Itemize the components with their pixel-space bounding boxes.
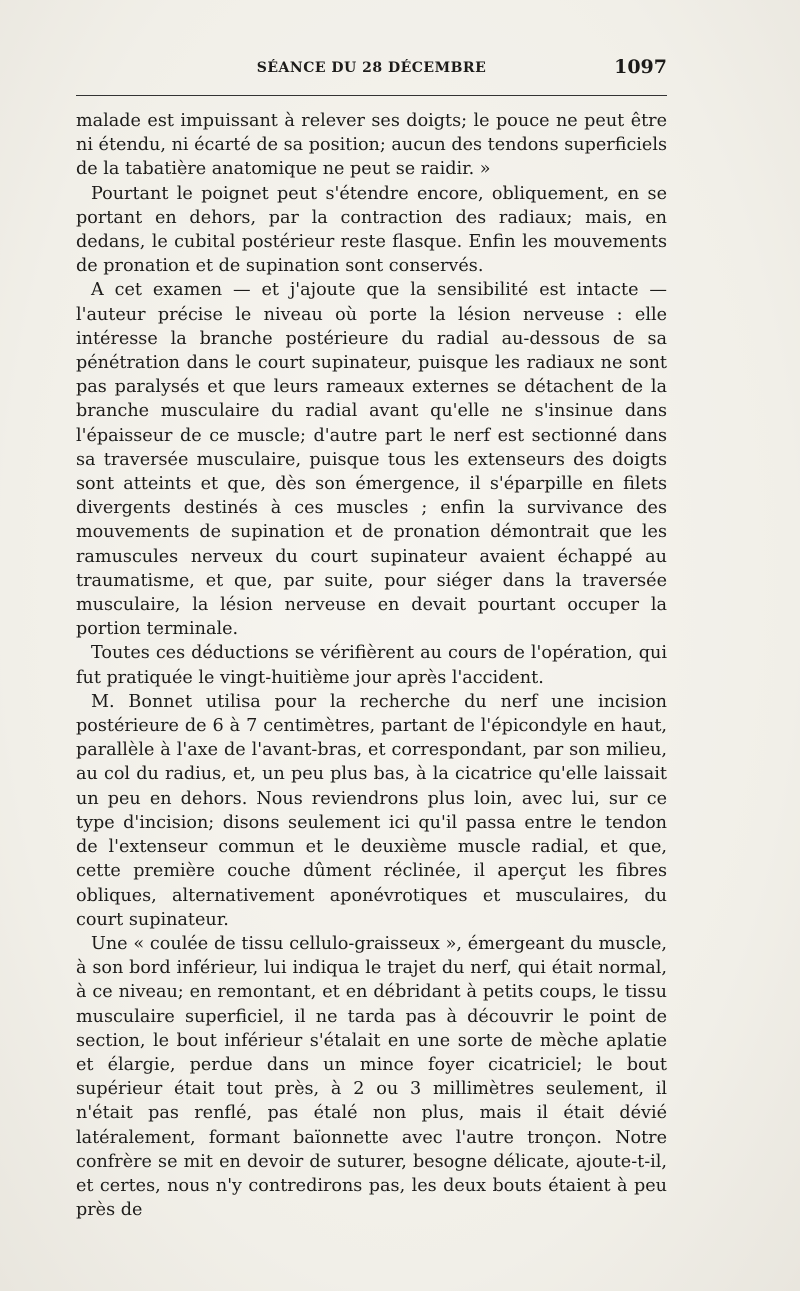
paragraph: M. Bonnet utilisa pour la recherche du nerf une incision postérieure de 6 à 7 centimètres, partant de l'épicondyle en haut, parallèle à l'axe de l'avant-bras, et correspondant, par son milieu, au col du radius, et, un peu plus bas, à la cicatrice qu'elle laissait un peu en dehors. Nous reviendrons plus loin, avec lui, sur ce type d'incision; disons seulement ici qu'il passa entre le tendon de l'extenseur commun et le deuxième muscle radial, et que, cette première couche dûment réclinée, il aperçut les fibres obliques, alternativement aponévrotiques et musculaires, du court supinateur. bbox=[76, 691, 667, 930]
paragraph: malade est impuissant à relever ses doigts; le pouce ne peut être ni étendu, ni écarté de sa position; aucun des tendons superficiels de la tabatière anatomique ne peut se raidir. » bbox=[76, 111, 667, 180]
header-rule bbox=[76, 95, 667, 96]
paragraph: Toutes ces déductions se vérifièrent au cours de l'opération, qui fut pratiquée le vingt-huitième jour après l'accident. bbox=[76, 643, 667, 688]
paragraph: Pourtant le poignet peut s'étendre encore, obliquement, en se portant en dehors, par la contraction des radiaux; mais, en dedans, le cubital postérieur reste flasque. Enfin les mouvements de pronation et de supination sont conservés. bbox=[76, 183, 667, 277]
page-header bbox=[76, 56, 667, 86]
page-number: 1097 bbox=[614, 56, 667, 78]
body-text bbox=[76, 109, 667, 1222]
paragraph: Une « coulée de tissu cellulo-graisseux », émergeant du muscle, à son bord inférieur, lui indiqua le trajet du nerf, qui était normal, à ce niveau; en remontant, et en débridant à petits coups, le tissu musculaire superficiel, il ne tarda pas à découvrir le point de section, le bout inférieur s'étalait en une sorte de mèche aplatie et élargie, perdue dans un mince foyer cicatriciel; le bout supérieur était tout près, à 2 ou 3 millimètres seulement, il n'était pas renflé, pas étalé non plus, mais il était dévié latéralement, formant baïonnette avec l'autre tronçon. Notre confrère se mit en devoir de suturer, besogne délicate, ajoute-t-il, et certes, nous n'y contredirons pas, les deux bouts étaient à peu près de bbox=[76, 933, 667, 1221]
running-head: SÉANCE DU 28 DÉCEMBRE bbox=[256, 60, 487, 76]
paragraph: A cet examen — et j'ajoute que la sensibilité est intacte — l'auteur précise le niveau où porte la lésion nerveuse : elle intéresse la branche postérieure du radial au-dessous de sa pénétration dans le court supinateur, puisque les radiaux ne sont pas paralysés et que leurs rameaux externes se détachent de la branche musculaire du radial avant qu'elle ne s'insinue dans l'épaisseur de ce muscle; d'autre part le nerf est sectionné dans sa traversée musculaire, puisque tous les extenseurs des doigts sont atteints et que, dès son émergence, il s'éparpille en filets divergents destinés à ces muscles ; enfin la survivance des mouvements de supination et de pronation démontrait que les ramuscules nerveux du court supinateur avaient échappé au traumatisme, et que, par suite, pour siéger dans la traversée musculaire, la lésion nerveuse en devait pourtant occuper la portion terminale. bbox=[76, 280, 667, 640]
